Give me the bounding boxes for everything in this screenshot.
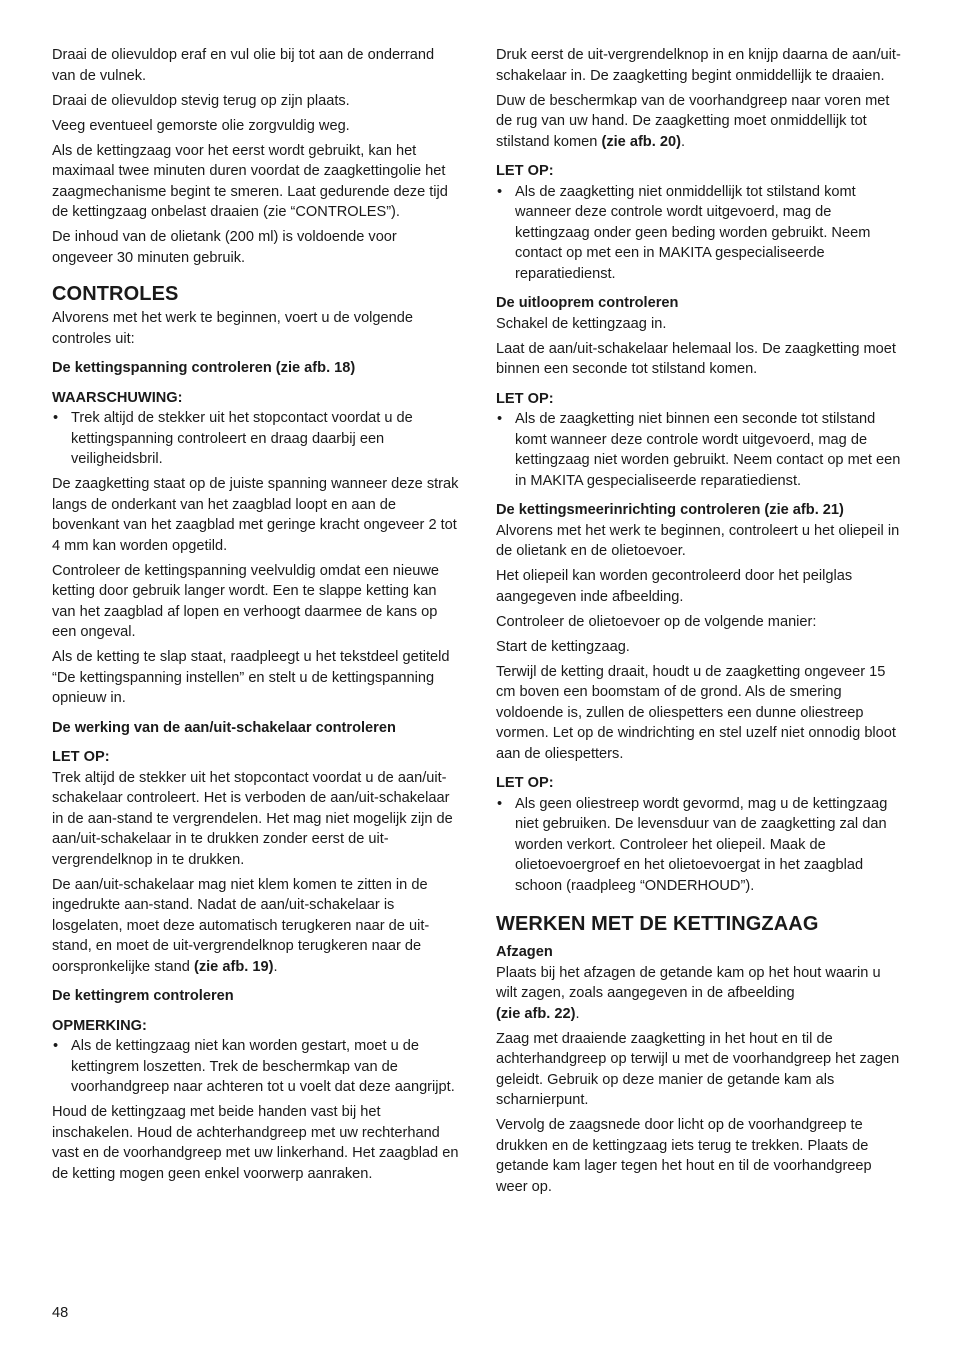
figure-reference: (zie afb. 19) [193, 958, 274, 975]
paragraph-text: Duw de beschermkap van de voorhandgreep naar voren met de rug van uw hand. De zaagketting moet onmiddellijk tot stilstand komen [496, 92, 890, 150]
caution-label: LET OP: [496, 163, 554, 179]
paragraph: Controleer de olietoevoer op de volgende manier: [496, 613, 817, 630]
warning-label: WAARSCHUWING: [52, 389, 183, 406]
figure-reference: (zie afb. 20) [601, 133, 681, 150]
paragraph: Draai de olievuldop stevig terug op zijn plaats. [52, 92, 350, 109]
bullet-item: • Als de kettingzaag niet kan worden gestart, moet u de kettingrem loszetten. Trek de beschermkap van de voorhandgreep naar achteren tot u voelt dat deze aangrijpt. [52, 1036, 460, 1098]
paragraph: Alvorens met het werk te beginnen, voert u de volgende controles uit: [52, 310, 414, 347]
caution-label: LET OP: [496, 390, 554, 407]
bullet-item: • Als de zaagketting niet binnen een seconde tot stilstand komt wanneer deze controle wordt uitgevoerd, mag de kettingzaag niet worden gebruikt. Neem contact op met een in MAKITA gespecialiseerde reparatiedienst. [496, 409, 902, 491]
subheading: De werking van de aan/uit-schakelaar controleren [52, 719, 396, 736]
subheading: De kettingsmeerinrichting controleren (zie afb. 21) [496, 502, 844, 518]
paragraph-end: . [680, 133, 685, 150]
paragraph-text: Plaats bij het afzagen de getande kam op het hout waarin u wilt zagen, zoals aangegeven in de afbeelding [496, 964, 881, 1001]
bullet-item: • Trek altijd de stekker uit het stopcontact voordat u de kettingspanning controleert en draag daarbij een veiligheidsbril. [52, 408, 460, 470]
paragraph: Als de kettingzaag voor het eerst wordt gebruikt, kan het maximaal twee minuten duren voordat de zaagkettingolie het zaagmechanisme begint te smeren. Laat gedurende deze tijd de kettingzaag onbelast draaien (zie “CONTROLES”). [52, 142, 448, 220]
paragraph: Druk eerst de uit-vergrendelknop in en knijp daarna de aan/uit-schakelaar in. De zaagketting begint onmiddellijk te draaien. [496, 47, 901, 84]
paragraph-end: . [575, 1005, 580, 1022]
paragraph [52, 875, 460, 978]
subheading: De uitlooprem controleren [496, 295, 679, 311]
right-column [496, 45, 902, 1202]
paragraph: Het oliepeil kan worden gecontroleerd door het peilglas aangegeven inde afbeelding. [496, 568, 853, 605]
subheading: De kettingrem controleren [52, 988, 234, 1004]
bullet-item: • Als de zaagketting niet onmiddellijk tot stilstand komt wanneer deze controle wordt uitgevoerd, mag de kettingzaag onder geen beding worden gebruikt. Neem contact op met een in MAKITA gespecialiseerde reparatiedienst. [496, 182, 902, 285]
page-number: 48 [52, 1305, 69, 1321]
left-column [52, 45, 460, 1189]
note-label: OPMERKING: [52, 1017, 147, 1034]
subheading: Afzagen [496, 944, 553, 960]
paragraph: De inhoud van de olietank (200 ml) is voldoende voor ongeveer 30 minuten gebruik. [52, 229, 397, 266]
paragraph: Vervolg de zaagsnede door licht op de voorhandgreep te drukken en de kettingzaag iets terug te trekken. Plaats de getande kam lager tegen het hout en til de voorhandgreep weer op. [496, 1117, 872, 1195]
paragraph [496, 963, 902, 1025]
paragraph: Veeg eventueel gemorste olie zorgvuldig weg. [52, 117, 350, 134]
paragraph: Start de kettingzaag. [496, 638, 630, 655]
caution-label: LET OP: [52, 749, 110, 765]
paragraph-text: De aan/uit-schakelaar mag niet klem komen te zitten in de ingedrukte aan-stand. Nadat de aan/uit-schakelaar is losgelaten, moet deze automatisch terugkeren naar de uit-stand, en moet de uit-vergrendelknop terugkeren naar de oorspronkelijke stand [52, 876, 430, 975]
section-heading-werken: WERKEN MET DE KETTINGZAAG [496, 913, 819, 935]
paragraph: Terwijl de ketting draait, houdt u de zaagketting ongeveer 15 cm boven een boomstam of de grond. Als de smering voldoende is, zullen de oliespetters een dunne oliestreep vormen. Let op de windrichting en stel uzelf niet onnodig bloot aan de oliespetters. [496, 663, 896, 762]
paragraph: Alvorens met het werk te beginnen, controleert u het oliepeil in de olietank en de olietoevoer. [496, 522, 900, 559]
paragraph: Houd de kettingzaag met beide handen vast bij het inschakelen. Houd de achterhandgreep met uw rechterhand vast en de voorhandgreep met uw linkerhand. Het zaagblad en de ketting mogen geen enkel voorwerp aanraken. [52, 1104, 459, 1182]
paragraph: Controleer de kettingspanning veelvuldig omdat een nieuwe ketting door gebruik langer wordt. Een te slappe ketting kan van het zaagblad af lopen en verhoogt daarmee de kans op een ongeval. [52, 562, 439, 640]
paragraph: Trek altijd de stekker uit het stopcontact voordat u de aan/uit-schakelaar controleert. Het is verboden de aan/uit-schakelaar in de aan-stand te vergrendelen. Het mag niet mogelijk zijn de aan/uit-schakelaar in te drukken zonder eerst de uit-vergrendelknop in te drukken. [52, 769, 453, 868]
paragraph: Schakel de kettingzaag in. [496, 315, 667, 332]
paragraph: Laat de aan/uit-schakelaar helemaal los. De zaagketting moet binnen een seconde tot stilstand komen. [496, 340, 896, 377]
subheading: De kettingspanning controleren (zie afb. 18) [52, 360, 356, 376]
paragraph [496, 91, 902, 153]
paragraph: Als de ketting te slap staat, raadpleegt u het tekstdeel getiteld “De kettingspanning instellen” en stelt u de kettingspanning opnieuw in. [52, 649, 450, 706]
section-heading-controles: CONTROLES [52, 283, 179, 305]
figure-reference: (zie afb. 22) [496, 1005, 576, 1022]
caution-label: LET OP: [496, 775, 554, 791]
paragraph: Draai de olievuldop eraf en vul olie bij tot aan de onderrand van de vulnek. [52, 47, 435, 84]
paragraph-end: . [273, 958, 278, 975]
paragraph: De zaagketting staat op de juiste spanning wanneer deze strak langs de onderkant van het zaagblad loopt en aan de bovenkant van het zaagblad met geringe kracht ongeveer 2 tot 4 mm kan worden opgetild. [52, 476, 459, 554]
bullet-item: • Als geen oliestreep wordt gevormd, mag u de kettingzaag niet gebruiken. De levensduur van de zaagketting zal dan worden verkort. Controleer het oliepeil. Maak de olietoevoergroef en het olietoevoergat in het zaagblad schoon (raadpleeg “ONDERHOUD”). [496, 794, 902, 897]
paragraph: Zaag met draaiende zaagketting in het hout en til de achterhandgreep op terwijl u met de voorhandgreep het zagen geleidt. Gebruik op deze manier de getande kam als scharnierpunt. [496, 1030, 900, 1108]
